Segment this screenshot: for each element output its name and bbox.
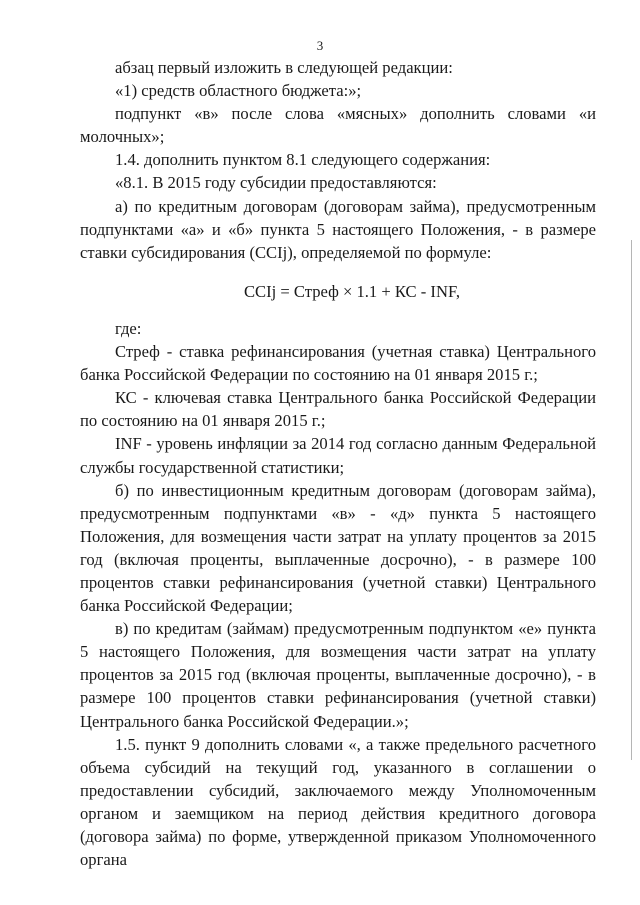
formula: CCIj = Стреф × 1.1 + КС - INF, — [243, 281, 460, 301]
paragraph: Стреф - ставка рефинансирования (учетная ставка) Центрального банка Российской Федерации по состоянию на 01 января 2015 г.; — [80, 342, 596, 385]
paragraph: где: — [115, 318, 142, 338]
page-number: 3 — [316, 38, 324, 53]
scan-edge-line — [631, 240, 632, 760]
paragraph: «8.1. В 2015 году субсидии предоставляются: — [115, 173, 437, 193]
paragraph: 1.4. дополнить пунктом 8.1 следующего содержания: — [115, 150, 491, 170]
document-body — [80, 56, 596, 871]
paragraph: б) по инвестиционным кредитным договорам (договорам займа), предусмотренным подпунктами «в» - «д» пункта 5 настоящего Положения, для возмещения части затрат на уплату процентов за 2015 год (включая проценты, выплаченные досрочно), - в размере 100 процентов ставки рефинансирования (учетной ставки) Центрального банка Российской Федерации; — [80, 480, 596, 616]
paragraph: 1.5. пункт 9 дополнить словами «, а также предельного расчетного объема субсидий на текущий год, указанного в соглашении о предоставлении субсидий, заключаемого между Уполномоченным органом и заемщиком на период действия кредитного договора (договора займа) по форме, утвержденной приказом Уполномоченного органа — [80, 734, 596, 870]
paragraph: INF - уровень инфляции за 2014 год согласно данным Федеральной службы государственной статистики; — [80, 434, 596, 477]
paragraph: в) по кредитам (займам) предусмотренным подпунктом «е» пункта 5 настоящего Положения, для возмещения части затрат на уплату процентов за 2015 год (включая проценты, выплаченные досрочно), - в размере 100 процентов ставки рефинансирования (учетной ставки) Центрального банка Российской Федерации.»; — [80, 619, 596, 731]
paragraph: КС - ключевая ставка Центрального банка Российской Федерации по состоянию на 01 января 2015 г.; — [80, 388, 596, 431]
paragraph: а) по кредитным договорам (договорам займа), предусмотренным подпунктами «а» и «б» пункта 5 настоящего Положения, - в размере ставки субсидирования (CCIj), определяемой по формуле: — [80, 196, 596, 262]
paragraph: подпункт «в» после слова «мясных» дополнить словами «и молочных»; — [80, 104, 596, 147]
paragraph: «1) средств областного бюджета:»; — [115, 81, 362, 101]
paragraph: абзац первый изложить в следующей редакции: — [115, 58, 453, 77]
